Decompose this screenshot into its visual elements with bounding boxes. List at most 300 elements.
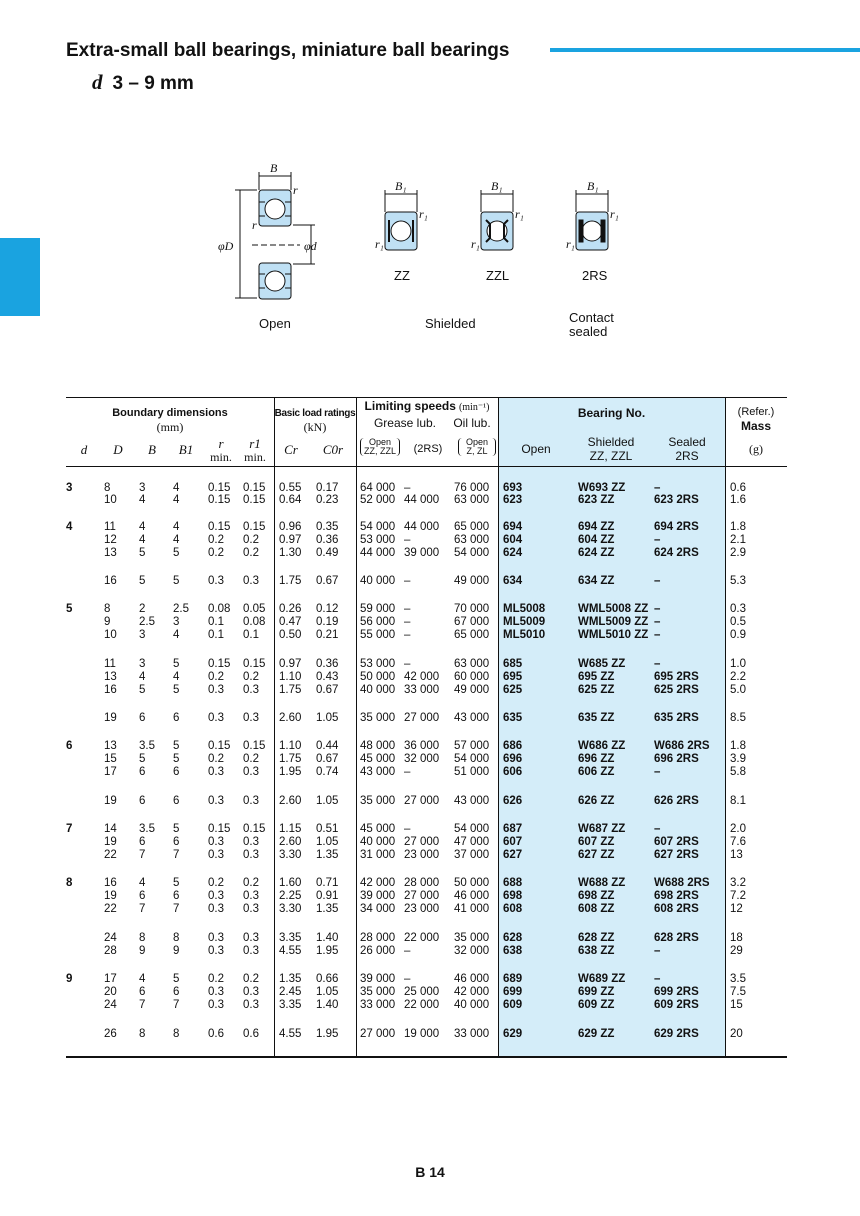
cell-B1: 6 [173, 795, 180, 807]
cell-grease-open: 50 000 [360, 671, 396, 683]
cell-sealed: 635 2RS [654, 712, 699, 724]
cell-oil-open: 63 000 [454, 494, 490, 506]
dim-B1-zzl: B₁ [491, 179, 503, 193]
cell-d: 8 [66, 877, 73, 889]
cell-B: 6 [139, 890, 146, 902]
cell-open: 693 [503, 482, 523, 494]
cell-C0r: 0.12 [316, 603, 339, 615]
cell-B1: 7 [173, 849, 180, 861]
cell-Cr: 1.15 [279, 823, 302, 835]
cell-grease-open: 48 000 [360, 740, 396, 752]
cell-open: 628 [503, 932, 523, 944]
cell-grease-open: 43 000 [360, 766, 396, 778]
dim-r1-zzl-top: r₁ [515, 207, 524, 221]
label-2rs: 2RS [582, 268, 608, 283]
cell-mass: 1.0 [730, 658, 746, 670]
cell-D: 13 [104, 671, 117, 683]
table-row [66, 616, 787, 629]
cell-r: 0.2 [208, 671, 224, 683]
cell-sealed: 625 2RS [654, 684, 699, 696]
cell-Cr: 1.75 [279, 575, 302, 587]
cell-sealed: – [654, 629, 661, 641]
cell-B: 5 [139, 575, 146, 587]
cell-r1: 0.2 [243, 973, 259, 985]
cell-Cr: 0.26 [279, 603, 302, 615]
cell-oil-open: 60 000 [454, 671, 490, 683]
cell-r1: 0.3 [243, 890, 259, 902]
cell-C0r: 1.95 [316, 945, 339, 957]
cell-oil-open: 37 000 [454, 849, 490, 861]
cell-B: 9 [139, 945, 146, 957]
cell-sealed: – [654, 575, 661, 587]
cell-C0r: 1.05 [316, 795, 339, 807]
cell-sealed: 628 2RS [654, 932, 699, 944]
cell-C0r: 1.35 [316, 849, 339, 861]
cell-C0r: 0.21 [316, 629, 339, 641]
cell-grease-2rs: 27 000 [404, 795, 440, 807]
cell-grease-2rs: – [404, 482, 411, 494]
hdr-open-zz [360, 438, 400, 458]
cell-oil-open: 46 000 [454, 973, 490, 985]
cell-d: 5 [66, 603, 73, 615]
cell-B1: 5 [173, 823, 180, 835]
cell-B: 3.5 [139, 823, 155, 835]
cell-D: 16 [104, 877, 117, 889]
cell-mass: 15 [730, 999, 743, 1011]
cell-d: 4 [66, 521, 73, 533]
cell-sealed: – [654, 534, 661, 546]
hdr-boundary-unit: (mm) [156, 420, 184, 434]
cell-shielded: W689 ZZ [578, 973, 626, 985]
cell-open: ML5009 [503, 616, 546, 628]
cell-B1: 4 [173, 671, 180, 683]
table-row [66, 823, 787, 836]
cell-grease-open: 55 000 [360, 629, 396, 641]
cell-open: 609 [503, 999, 523, 1011]
cell-open: 634 [503, 575, 523, 587]
cell-B: 6 [139, 836, 146, 848]
cell-grease-2rs: 44 000 [404, 494, 440, 506]
cell-mass: 20 [730, 1028, 743, 1040]
cell-mass: 7.5 [730, 986, 746, 998]
cell-oil-open: 65 000 [454, 629, 490, 641]
cell-oil-open: 41 000 [454, 903, 490, 915]
cell-D: 15 [104, 753, 117, 765]
cell-shielded: W686 ZZ [578, 740, 626, 752]
cell-Cr: 0.97 [279, 658, 302, 670]
cell-oil-open: 54 000 [454, 753, 490, 765]
hdr-load: Basic load ratings [274, 408, 356, 419]
cell-mass: 0.5 [730, 616, 746, 628]
cell-grease-2rs: – [404, 658, 411, 670]
table-row [66, 973, 787, 986]
cell-open: 695 [503, 671, 523, 683]
cell-grease-open: 28 000 [360, 932, 396, 944]
cell-Cr: 1.10 [279, 740, 302, 752]
cell-grease-2rs: 42 000 [404, 671, 440, 683]
cell-D: 20 [104, 986, 117, 998]
cell-sealed: 609 2RS [654, 999, 699, 1011]
cell-B: 3 [139, 629, 146, 641]
cell-D: 19 [104, 836, 117, 848]
cell-C0r: 0.67 [316, 575, 339, 587]
cell-r: 0.15 [208, 521, 231, 533]
cell-open: 638 [503, 945, 523, 957]
cell-r: 0.2 [208, 753, 224, 765]
cell-B: 8 [139, 932, 146, 944]
cell-B1: 5 [173, 753, 180, 765]
cell-Cr: 1.60 [279, 877, 302, 889]
cell-open: 696 [503, 753, 523, 765]
cell-grease-2rs: 22 000 [404, 932, 440, 944]
cell-C0r: 1.05 [316, 712, 339, 724]
zz-bearing-drawing [385, 190, 417, 250]
bearing-table [66, 397, 787, 1058]
cell-B: 5 [139, 547, 146, 559]
cell-Cr: 3.35 [279, 932, 302, 944]
cell-B: 4 [139, 521, 146, 533]
cell-Cr: 4.55 [279, 1028, 302, 1040]
cell-oil-open: 35 000 [454, 932, 490, 944]
cell-B1: 2.5 [173, 603, 189, 615]
hdr-speed [356, 400, 498, 414]
hdr-2rs: (2RS) [413, 443, 443, 455]
cell-oil-open: 76 000 [454, 482, 490, 494]
cell-shielded: 623 ZZ [578, 494, 615, 506]
cell-D: 10 [104, 494, 117, 506]
cell-sealed: 607 2RS [654, 836, 699, 848]
cell-sealed: – [654, 945, 661, 957]
cell-grease-open: 52 000 [360, 494, 396, 506]
cell-C0r: 0.51 [316, 823, 339, 835]
hdr-open: Open [521, 442, 551, 456]
cell-d: 6 [66, 740, 73, 752]
cell-C0r: 0.17 [316, 482, 339, 494]
cell-C0r: 0.43 [316, 671, 339, 683]
cell-grease-open: 33 000 [360, 999, 396, 1011]
hdr-col-C0r: C0r [322, 442, 344, 457]
cell-grease-2rs: – [404, 973, 411, 985]
cell-r: 0.3 [208, 986, 224, 998]
cell-open: 625 [503, 684, 523, 696]
cell-Cr: 1.95 [279, 766, 302, 778]
cell-D: 24 [104, 999, 117, 1011]
cell-D: 22 [104, 849, 117, 861]
hdr-oil: Oil lub. [453, 416, 491, 430]
cell-shielded: 628 ZZ [578, 932, 615, 944]
cell-shielded: 635 ZZ [578, 712, 615, 724]
cell-sealed: 626 2RS [654, 795, 699, 807]
cell-r: 0.3 [208, 836, 224, 848]
cell-sealed: W688 2RS [654, 877, 710, 889]
cell-D: 22 [104, 903, 117, 915]
label-open: Open [259, 316, 291, 331]
cell-grease-open: 39 000 [360, 973, 396, 985]
cell-r1: 0.2 [243, 877, 259, 889]
cell-B1: 5 [173, 740, 180, 752]
open-bearing-drawing [235, 172, 315, 299]
cell-sealed: – [654, 823, 661, 835]
cell-sealed: – [654, 973, 661, 985]
cell-r: 0.15 [208, 740, 231, 752]
cell-r: 0.6 [208, 1028, 224, 1040]
cell-D: 16 [104, 575, 117, 587]
cell-oil-open: 50 000 [454, 877, 490, 889]
cell-C0r: 0.71 [316, 877, 339, 889]
cell-grease-open: 26 000 [360, 945, 396, 957]
cell-mass: 1.8 [730, 521, 746, 533]
cell-D: 10 [104, 629, 117, 641]
cell-grease-open: 35 000 [360, 712, 396, 724]
cell-grease-2rs: 27 000 [404, 836, 440, 848]
cell-oil-open: 43 000 [454, 795, 490, 807]
cell-D: 11 [104, 658, 116, 670]
cell-B: 4 [139, 534, 146, 546]
cell-B: 3.5 [139, 740, 155, 752]
cell-sealed: 694 2RS [654, 521, 699, 533]
cell-r1: 0.3 [243, 836, 259, 848]
cell-Cr: 2.60 [279, 712, 302, 724]
cell-Cr: 3.35 [279, 999, 302, 1011]
cell-r: 0.08 [208, 603, 231, 615]
dim-r1-2rs-bottom: r₁ [566, 237, 575, 251]
cell-r1: 0.08 [243, 616, 266, 628]
table-row [66, 575, 787, 588]
cell-open: 689 [503, 973, 523, 985]
hdr-col-B1: B1 [178, 442, 194, 457]
cell-shielded: W685 ZZ [578, 658, 626, 670]
cell-grease-open: 59 000 [360, 603, 396, 615]
cell-grease-2rs: 39 000 [404, 547, 440, 559]
cell-Cr: 1.30 [279, 547, 302, 559]
dim-r1-zzl-bottom: r₁ [471, 237, 480, 251]
cell-mass: 2.9 [730, 547, 746, 559]
cell-oil-open: 63 000 [454, 658, 490, 670]
cell-D: 17 [104, 973, 117, 985]
cell-open: 635 [503, 712, 523, 724]
label-zz: ZZ [394, 268, 410, 283]
hdr-grease: Grease lub. [373, 416, 437, 430]
cell-sealed: 629 2RS [654, 1028, 699, 1040]
cell-r: 0.2 [208, 973, 224, 985]
cell-mass: 0.9 [730, 629, 746, 641]
table-row [66, 684, 787, 697]
cell-shielded: 606 ZZ [578, 766, 615, 778]
cell-oil-open: 63 000 [454, 534, 490, 546]
hdr-col-r-min: min. [210, 450, 232, 464]
cell-r: 0.3 [208, 712, 224, 724]
cell-shielded: 626 ZZ [578, 795, 615, 807]
cell-oil-open: 67 000 [454, 616, 490, 628]
cell-r1: 0.3 [243, 903, 259, 915]
cell-grease-2rs: 23 000 [404, 849, 440, 861]
cell-shielded: WML5009 ZZ [578, 616, 649, 628]
cell-mass: 7.2 [730, 890, 746, 902]
cell-shielded: 609 ZZ [578, 999, 615, 1011]
table-bottom-rule [66, 1056, 787, 1058]
cell-B: 6 [139, 766, 146, 778]
cell-r: 0.3 [208, 575, 224, 587]
table-row [66, 671, 787, 684]
hdr-col-B: B [148, 442, 156, 457]
cell-grease-open: 35 000 [360, 795, 396, 807]
cell-B1: 4 [173, 629, 180, 641]
cell-B1: 9 [173, 945, 180, 957]
cell-shielded: W688 ZZ [578, 877, 626, 889]
cell-B: 6 [139, 986, 146, 998]
cell-r: 0.3 [208, 684, 224, 696]
cell-Cr: 2.45 [279, 986, 302, 998]
cell-B: 4 [139, 671, 146, 683]
hdr-open-z-label: Open Z, ZL [458, 438, 496, 456]
cell-Cr: 1.75 [279, 684, 302, 696]
cell-sealed: – [654, 658, 661, 670]
cell-Cr: 0.47 [279, 616, 302, 628]
cell-open: 694 [503, 521, 523, 533]
cell-B: 8 [139, 1028, 146, 1040]
cell-grease-open: 44 000 [360, 547, 396, 559]
cell-mass: 2.1 [730, 534, 746, 546]
cell-C0r: 0.49 [316, 547, 339, 559]
cell-shielded: WML5008 ZZ [578, 603, 649, 615]
cell-open: 623 [503, 494, 523, 506]
cell-mass: 12 [730, 903, 743, 915]
cell-mass: 8.5 [730, 712, 746, 724]
cell-Cr: 0.64 [279, 494, 302, 506]
cell-C0r: 0.66 [316, 973, 339, 985]
cell-mass: 3.2 [730, 877, 746, 889]
cell-oil-open: 33 000 [454, 1028, 490, 1040]
cell-Cr: 0.50 [279, 629, 302, 641]
cell-shielded: 695 ZZ [578, 671, 615, 683]
cell-B: 2 [139, 603, 146, 615]
cell-grease-2rs: 28 000 [404, 877, 440, 889]
cell-Cr: 1.10 [279, 671, 302, 683]
hdr-speed-title: Limiting speeds [364, 399, 456, 413]
cell-B: 4 [139, 877, 146, 889]
cell-shielded: 607 ZZ [578, 836, 615, 848]
cell-B1: 7 [173, 903, 180, 915]
cell-shielded: 608 ZZ [578, 903, 615, 915]
cell-C0r: 1.35 [316, 903, 339, 915]
cell-grease-open: 45 000 [360, 753, 396, 765]
table-row [66, 849, 787, 862]
cell-shielded: 694 ZZ [578, 521, 615, 533]
cell-B1: 4 [173, 534, 180, 546]
hdr-mass: Mass [740, 419, 772, 433]
cell-B: 3 [139, 482, 146, 494]
cell-r: 0.3 [208, 766, 224, 778]
cell-oil-open: 42 000 [454, 986, 490, 998]
dim-r1-zz-top: r₁ [419, 207, 428, 221]
cell-B: 7 [139, 849, 146, 861]
cell-B: 3 [139, 658, 146, 670]
cell-Cr: 2.60 [279, 795, 302, 807]
hdr-sealed: Sealed [668, 435, 706, 449]
cell-D: 16 [104, 684, 117, 696]
cell-grease-2rs: 19 000 [404, 1028, 440, 1040]
cell-open: 629 [503, 1028, 523, 1040]
cell-oil-open: 57 000 [454, 740, 490, 752]
cell-r: 0.3 [208, 945, 224, 957]
cell-r: 0.1 [208, 629, 224, 641]
cell-mass: 13 [730, 849, 743, 861]
cell-B: 4 [139, 973, 146, 985]
table-row [66, 877, 787, 890]
cell-open: 687 [503, 823, 523, 835]
cell-shielded: 624 ZZ [578, 547, 615, 559]
cell-mass: 1.6 [730, 494, 746, 506]
cell-r1: 0.3 [243, 684, 259, 696]
cell-grease-2rs: 27 000 [404, 712, 440, 724]
cell-B1: 8 [173, 932, 180, 944]
cell-r1: 0.3 [243, 766, 259, 778]
cell-mass: 0.6 [730, 482, 746, 494]
cell-C0r: 0.19 [316, 616, 339, 628]
dim-r1-zz-bottom: r₁ [375, 237, 384, 251]
cell-sealed: 699 2RS [654, 986, 699, 998]
cell-Cr: 0.55 [279, 482, 302, 494]
cell-oil-open: 32 000 [454, 945, 490, 957]
cell-grease-2rs: 23 000 [404, 903, 440, 915]
dim-r1-2rs-top: r₁ [610, 207, 619, 221]
cell-Cr: 0.97 [279, 534, 302, 546]
cell-r1: 0.3 [243, 932, 259, 944]
cell-grease-2rs: 25 000 [404, 986, 440, 998]
hdr-col-Cr: Cr [284, 442, 298, 457]
cell-r: 0.1 [208, 616, 224, 628]
cell-grease-open: 56 000 [360, 616, 396, 628]
header-bottom-rule [66, 466, 787, 467]
table-row [66, 999, 787, 1012]
cell-C0r: 0.36 [316, 534, 339, 546]
cell-open: 607 [503, 836, 523, 848]
cell-oil-open: 54 000 [454, 547, 490, 559]
table-row [66, 945, 787, 958]
cell-sealed: 698 2RS [654, 890, 699, 902]
cell-mass: 8.1 [730, 795, 746, 807]
hdr-refer: (Refer.) [737, 406, 775, 418]
hdr-col-D: D [113, 442, 123, 457]
cell-grease-open: 34 000 [360, 903, 396, 915]
cell-open: 627 [503, 849, 523, 861]
cell-d: 3 [66, 482, 73, 494]
cell-D: 19 [104, 890, 117, 902]
cell-open: 606 [503, 766, 523, 778]
cell-shielded: 638 ZZ [578, 945, 615, 957]
cell-r: 0.15 [208, 482, 231, 494]
cell-mass: 3.5 [730, 973, 746, 985]
hdr-col-r: r [218, 436, 224, 451]
cell-grease-2rs: – [404, 766, 411, 778]
cell-B1: 5 [173, 877, 180, 889]
zzl-bearing-drawing [481, 190, 513, 250]
cell-B: 2.5 [139, 616, 155, 628]
cell-grease-open: 45 000 [360, 823, 396, 835]
cell-shielded: 604 ZZ [578, 534, 615, 546]
table-row [66, 836, 787, 849]
cell-grease-open: 31 000 [360, 849, 396, 861]
cell-sealed: – [654, 616, 661, 628]
cell-r: 0.3 [208, 903, 224, 915]
cell-C0r: 1.40 [316, 999, 339, 1011]
cell-r1: 0.2 [243, 671, 259, 683]
cell-D: 9 [104, 616, 111, 628]
label-shielded: Shielded [425, 316, 476, 331]
cell-shielded: 698 ZZ [578, 890, 615, 902]
table-row [66, 547, 787, 560]
cell-r1: 0.3 [243, 999, 259, 1011]
